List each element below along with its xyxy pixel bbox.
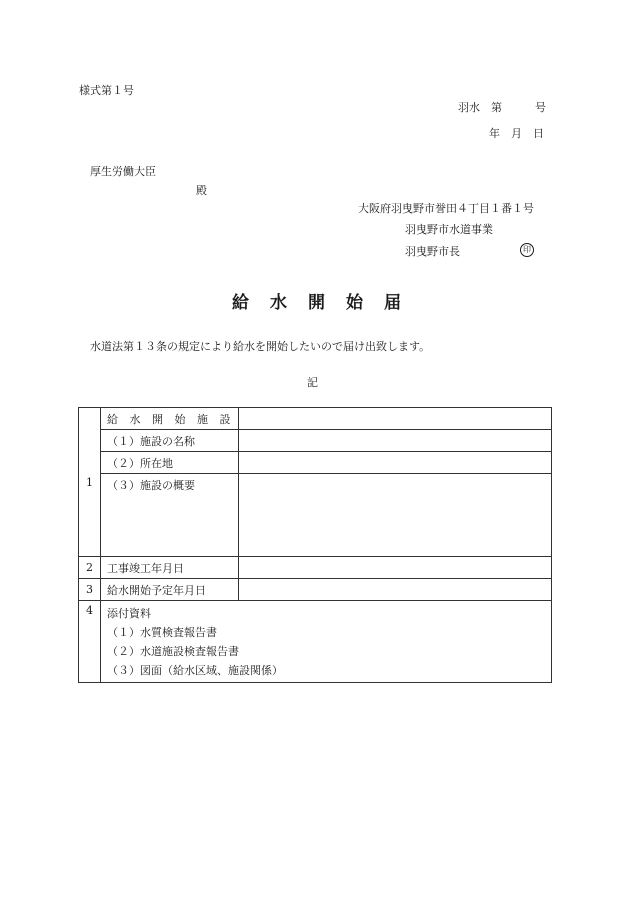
row-number: 4: [79, 601, 101, 683]
sender-mayor: 羽曳野市長: [405, 245, 460, 258]
completion-date-label: 工事竣工年月日: [101, 557, 239, 579]
row-number: 1: [79, 408, 101, 557]
facility-header-value: [239, 408, 552, 430]
date-line: 年 月 日: [489, 127, 544, 140]
seal-mark: [520, 242, 534, 257]
row-number: 3: [79, 579, 101, 601]
ki-note: 記: [307, 376, 318, 389]
attachment-item: （２）水道施設検査報告書: [107, 645, 239, 658]
start-date-value: [239, 579, 552, 601]
table-row: [79, 452, 552, 474]
table-row: [79, 430, 552, 452]
attachments-label: 添付資料: [107, 607, 151, 620]
table-row: [79, 557, 552, 579]
table-row: [79, 601, 552, 683]
facility-location-label: （２）所在地: [101, 452, 239, 474]
table-row: [79, 408, 552, 430]
attachment-item: （１）水質検査報告書: [107, 626, 217, 639]
sender-organization: 羽曳野市水道事業: [405, 223, 493, 236]
seal-icon: 印: [520, 243, 534, 257]
document-title: 給水開始届: [232, 293, 422, 313]
start-date-label: 給水開始予定年月日: [101, 579, 239, 601]
sender-address: 大阪府羽曳野市誉田４丁目１番１号: [358, 202, 534, 215]
table-row: [79, 579, 552, 601]
document-number: 羽水 第 号: [458, 101, 546, 114]
form-number: 様式第１号: [79, 84, 134, 97]
attachment-item: （３）図面（給水区域、施設関係）: [107, 664, 283, 677]
facility-name-label: （１）施設の名称: [101, 430, 239, 452]
application-table: [78, 407, 552, 683]
table-row: [79, 474, 552, 557]
attachments-cell: [101, 601, 552, 683]
facility-header: 給 水 開 始 施 設: [101, 408, 239, 430]
completion-date-value: [239, 557, 552, 579]
facility-overview-label: （３）施設の概要: [101, 474, 239, 557]
facility-location-value: [239, 452, 552, 474]
row-number: 2: [79, 557, 101, 579]
addressee: 厚生労働大臣: [90, 165, 156, 178]
body-text: 水道法第１３条の規定により給水を開始したいので届け出致します。: [90, 340, 431, 353]
facility-name-value: [239, 430, 552, 452]
honorific: 殿: [196, 184, 207, 197]
facility-overview-value: [239, 474, 552, 557]
